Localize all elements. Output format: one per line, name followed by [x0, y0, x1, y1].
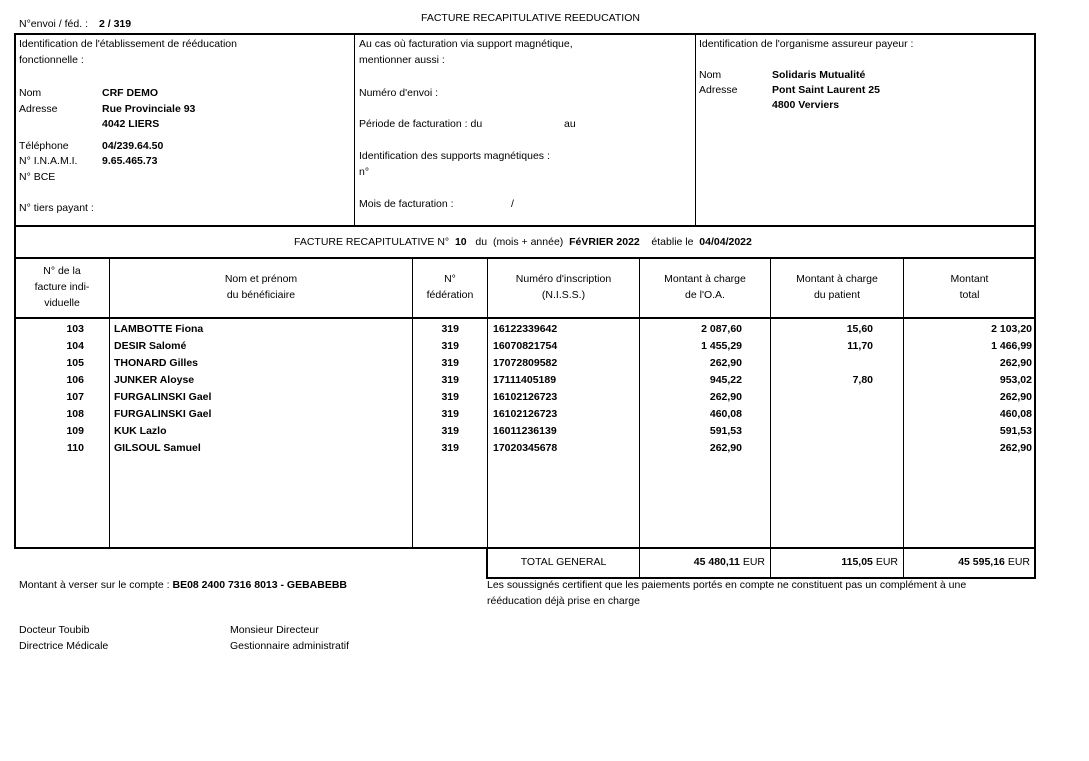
- insurer-heading: Identification de l'organisme assureur payeur :: [699, 38, 914, 50]
- signatory-2-name: Monsieur Directeur: [230, 624, 319, 636]
- document-title: FACTURE RECAPITULATIVE REEDUCATION: [421, 12, 640, 24]
- magnetic-mois-sep: /: [511, 198, 514, 210]
- certification-line-1: Les soussignés certifient que les paiements portés en compte ne constituent pas un complément à une: [487, 579, 967, 591]
- invoice-etablie: établie le: [651, 236, 694, 248]
- invoice-mois-annee: (mois + année): [492, 236, 564, 248]
- invoice-month: FéVRIER 2022: [569, 236, 640, 248]
- magnetic-periode-au: au: [564, 118, 576, 130]
- header-amount-patient: Montant à charge du patient: [796, 273, 878, 301]
- invoice-prefix: FACTURE RECAPITULATIVE N°: [294, 236, 450, 248]
- insurer-adresse-1: Pont Saint Laurent 25: [772, 84, 880, 96]
- establishment-nom-label: Nom: [19, 87, 42, 99]
- account-line: Montant à verser sur le compte : BE08 2400 7316 8013 - GEBABEBB: [19, 579, 348, 591]
- establishment-heading-2: fonctionnelle :: [19, 54, 84, 66]
- magnetic-periode-label: Période de facturation : du: [359, 118, 483, 130]
- total-general-label: TOTAL GENERAL: [520, 556, 607, 568]
- establishment-bce-label: N° BCE: [19, 171, 56, 183]
- magnetic-heading-2: mentionner aussi :: [359, 54, 445, 66]
- establishment-tel-label: Téléphone: [19, 140, 69, 152]
- header-federation: N° fédération: [426, 273, 474, 301]
- magnetic-heading: Au cas où facturation via support magnétique,: [359, 38, 573, 50]
- invoice-line: [294, 236, 752, 248]
- magnetic-envoi-label: Numéro d'envoi :: [359, 87, 439, 99]
- establishment-inami-value: 9.65.465.73: [102, 155, 158, 167]
- magnetic-mois-label: Mois de facturation :: [359, 198, 454, 210]
- header-invoice-number: N° de la facture indi- viduelle: [34, 265, 90, 309]
- insurer-adresse-label: Adresse: [699, 84, 738, 96]
- signatory-2-role: Gestionnaire administratif: [230, 640, 350, 652]
- insurer-nom-value: Solidaris Mutualité: [772, 69, 866, 81]
- establishment-adresse-2: 4042 LIERS: [102, 118, 160, 130]
- envoi-value: 2 / 319: [99, 18, 132, 30]
- invoice-du: du: [475, 236, 488, 248]
- signatory-1-role: Directrice Médicale: [19, 640, 109, 652]
- establishment-tiers-label: N° tiers payant :: [19, 202, 94, 214]
- insurer-adresse-2: 4800 Verviers: [772, 99, 840, 111]
- total-total: 45 595,16 EUR: [958, 556, 1030, 568]
- establishment-adresse-1: Rue Provinciale 93: [102, 103, 196, 115]
- total-patient: 115,05 EUR: [841, 556, 898, 568]
- invoice-date: 04/04/2022: [699, 236, 752, 248]
- invoice-number: 10: [454, 236, 467, 248]
- establishment-tel-value: 04/239.64.50: [102, 140, 164, 152]
- envoi-label: N°envoi / féd. :: [19, 18, 88, 30]
- identification-section: [14, 33, 1036, 227]
- magnetic-supports-label: Identification des supports magnétiques :: [359, 150, 550, 162]
- establishment-heading: Identification de l'établissement de rééducation: [19, 38, 237, 50]
- header-beneficiary-name: Nom et prénom du bénéficiaire: [224, 273, 298, 301]
- header-amount-total: Montant total: [950, 273, 989, 301]
- certification-line-2: rééducation déjà prise en charge: [487, 595, 640, 607]
- magnetic-supports-n: n°: [359, 166, 370, 178]
- insurer-nom-label: Nom: [699, 69, 722, 81]
- header-niss: Numéro d'inscription (N.I.S.S.): [515, 273, 612, 301]
- establishment-nom-value: CRF DEMO: [102, 87, 158, 99]
- header-amount-oa: Montant à charge de l'O.A.: [664, 273, 746, 301]
- establishment-inami-label: N° I.N.A.M.I.: [19, 155, 78, 167]
- total-oa: 45 480,11 EUR: [693, 556, 765, 568]
- signatory-1-name: Docteur Toubib: [19, 624, 90, 636]
- establishment-adresse-label: Adresse: [19, 103, 58, 115]
